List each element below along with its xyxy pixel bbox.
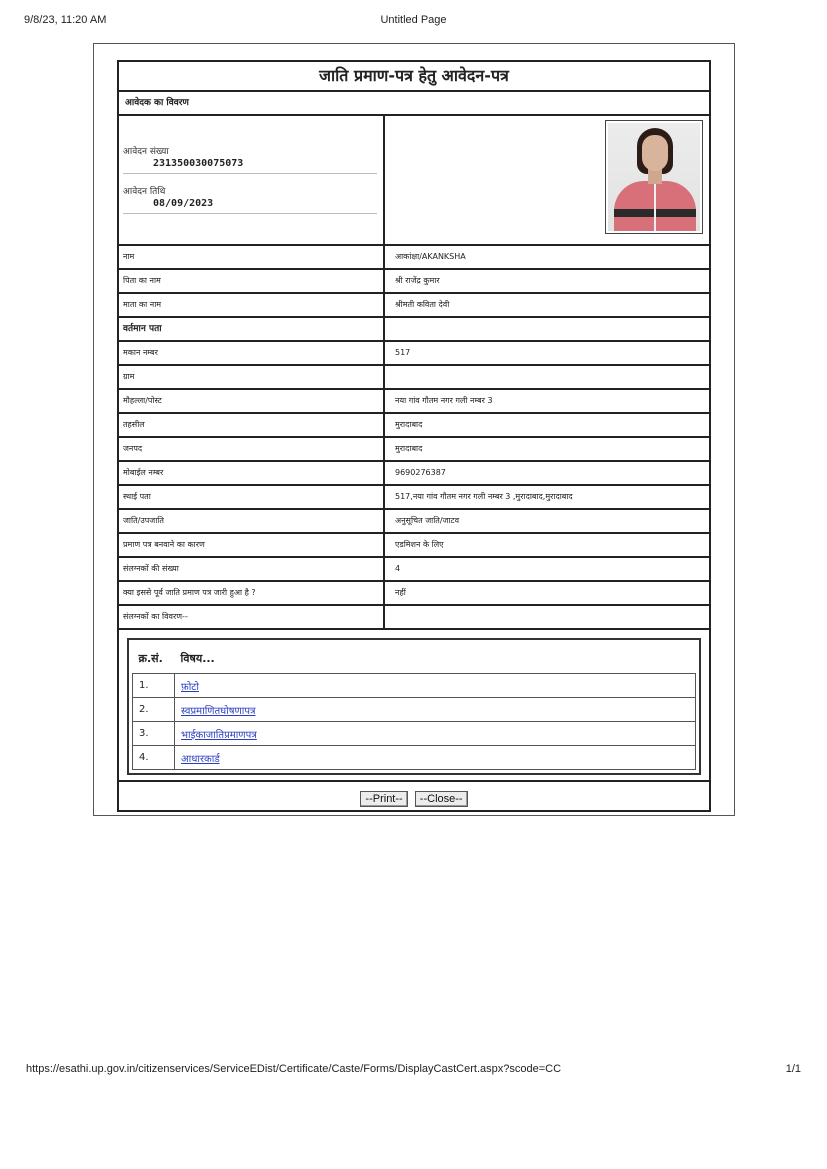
- detail-label: नाम: [119, 246, 385, 268]
- divider: [123, 173, 377, 174]
- print-page-title: Untitled Page: [380, 14, 447, 26]
- print-button[interactable]: --Print--: [360, 791, 407, 807]
- detail-row: [119, 438, 709, 462]
- attachment-link[interactable]: स्वप्रमाणितघोषणापत्र: [181, 705, 256, 717]
- print-page-number: 1/1: [785, 1063, 801, 1075]
- detail-value: श्री राजेंद्र कुमार: [395, 276, 440, 285]
- attachment-sn: 1.: [133, 674, 175, 698]
- detail-label: माता का नाम: [119, 294, 385, 316]
- detail-value: नहीं: [395, 588, 406, 597]
- attachment-row: [133, 746, 696, 770]
- detail-value: मुरादाबाद: [395, 444, 423, 453]
- application-info-block: [119, 116, 709, 246]
- detail-label: स्थाई पता: [119, 486, 385, 508]
- detail-row: [119, 294, 709, 318]
- detail-label: संलग्नकों का विवरण--: [119, 606, 385, 628]
- attachment-row: [133, 722, 696, 746]
- attachments-col-subject: विषय...: [175, 643, 696, 674]
- attachment-cell: [175, 722, 696, 746]
- print-url: https://esathi.up.gov.in/citizenservices/ServiceEDist/Certificate/Caste/Forms/DisplayCastCert.aspx?scode=CC: [26, 1063, 562, 1075]
- detail-value: [385, 606, 709, 628]
- detail-value: मुरादाबाद: [395, 420, 423, 429]
- detail-value: नया गांव गौतम नगर गली नम्बर 3: [395, 396, 493, 405]
- application-date-label: आवेदन तिथि: [123, 187, 166, 197]
- detail-row: [119, 366, 709, 390]
- attachment-sn: 3.: [133, 722, 175, 746]
- detail-label: प्रमाण पत्र बनवाने का कारण: [119, 534, 385, 556]
- attachment-cell: [175, 674, 696, 698]
- attachment-link[interactable]: फ़ोटो: [181, 681, 199, 693]
- detail-value: 517: [395, 348, 411, 357]
- application-meta: [119, 116, 385, 244]
- attachment-sn: 2.: [133, 698, 175, 722]
- detail-label: ग्राम: [119, 366, 385, 388]
- detail-row: [119, 318, 709, 342]
- detail-row: [119, 510, 709, 534]
- form-title: जाति प्रमाण-पत्र हेतु आवेदन-पत्र: [119, 62, 709, 92]
- detail-value: 4: [395, 564, 401, 573]
- section-applicant-details: आवेदक का विवरण: [119, 92, 709, 116]
- photo-cell: [385, 116, 709, 244]
- detail-row: [119, 486, 709, 510]
- applicant-photo-image: [608, 123, 700, 231]
- detail-row: [119, 558, 709, 582]
- applicant-photo: [605, 120, 703, 234]
- application-number: 231350030075073: [153, 158, 244, 169]
- detail-value: [385, 318, 709, 340]
- detail-label: वर्तमान पता: [119, 318, 385, 340]
- application-form: [117, 60, 711, 812]
- detail-row: [119, 534, 709, 558]
- print-timestamp: 9/8/23, 11:20 AM: [24, 14, 107, 26]
- detail-label: मकान नम्बर: [119, 342, 385, 364]
- detail-row: [119, 414, 709, 438]
- application-date: 08/09/2023: [153, 198, 214, 209]
- attachments-table: [127, 638, 701, 775]
- detail-label: संलग्नकों की संख्या: [119, 558, 385, 580]
- button-bar: [119, 782, 709, 810]
- detail-label: जनपद: [119, 438, 385, 460]
- detail-value: एडमिशन के लिए: [395, 540, 444, 549]
- page-container: [93, 43, 735, 816]
- detail-row: [119, 390, 709, 414]
- attachment-cell: [175, 746, 696, 770]
- detail-label: तहसील: [119, 414, 385, 436]
- detail-row: [119, 342, 709, 366]
- detail-row: [119, 270, 709, 294]
- detail-row: [119, 246, 709, 270]
- detail-label: जाति/उपजाति: [119, 510, 385, 532]
- detail-label: मोबाईल नम्बर: [119, 462, 385, 484]
- attachment-link[interactable]: आधारकार्ड: [181, 753, 220, 765]
- attachment-row: [133, 674, 696, 698]
- detail-row: [119, 462, 709, 486]
- attachment-link[interactable]: भाईकाजातिप्रमाणपत्र: [181, 729, 257, 741]
- application-number-label: आवेदन संख्या: [123, 147, 169, 157]
- detail-value: 517,नया गांव गौतम नगर गली नम्बर 3 ,मुरादाबाद,मुरादाबाद: [395, 492, 573, 501]
- attachment-row: [133, 698, 696, 722]
- detail-value: आकांक्षा/AKANKSHA: [395, 252, 466, 261]
- details-table: [119, 246, 709, 630]
- detail-row: [119, 582, 709, 606]
- attachments-section: [119, 630, 709, 782]
- attachments-col-sn: क्र.सं.: [133, 643, 175, 674]
- detail-label: क्या इससे पूर्व जाति प्रमाण पत्र जारी हुआ है ?: [119, 582, 385, 604]
- detail-label: मौहल्ला/पोस्ट: [119, 390, 385, 412]
- detail-value: 9690276387: [395, 468, 446, 477]
- detail-row: [119, 606, 709, 630]
- detail-label: पिता का नाम: [119, 270, 385, 292]
- detail-value: अनुसूचित जाति/जाटव: [395, 516, 460, 525]
- detail-value: श्रीमती कविता देवी: [395, 300, 450, 309]
- attachment-cell: [175, 698, 696, 722]
- detail-value: [385, 366, 709, 388]
- close-button[interactable]: --Close--: [415, 791, 468, 807]
- attachment-sn: 4.: [133, 746, 175, 770]
- divider: [123, 213, 377, 214]
